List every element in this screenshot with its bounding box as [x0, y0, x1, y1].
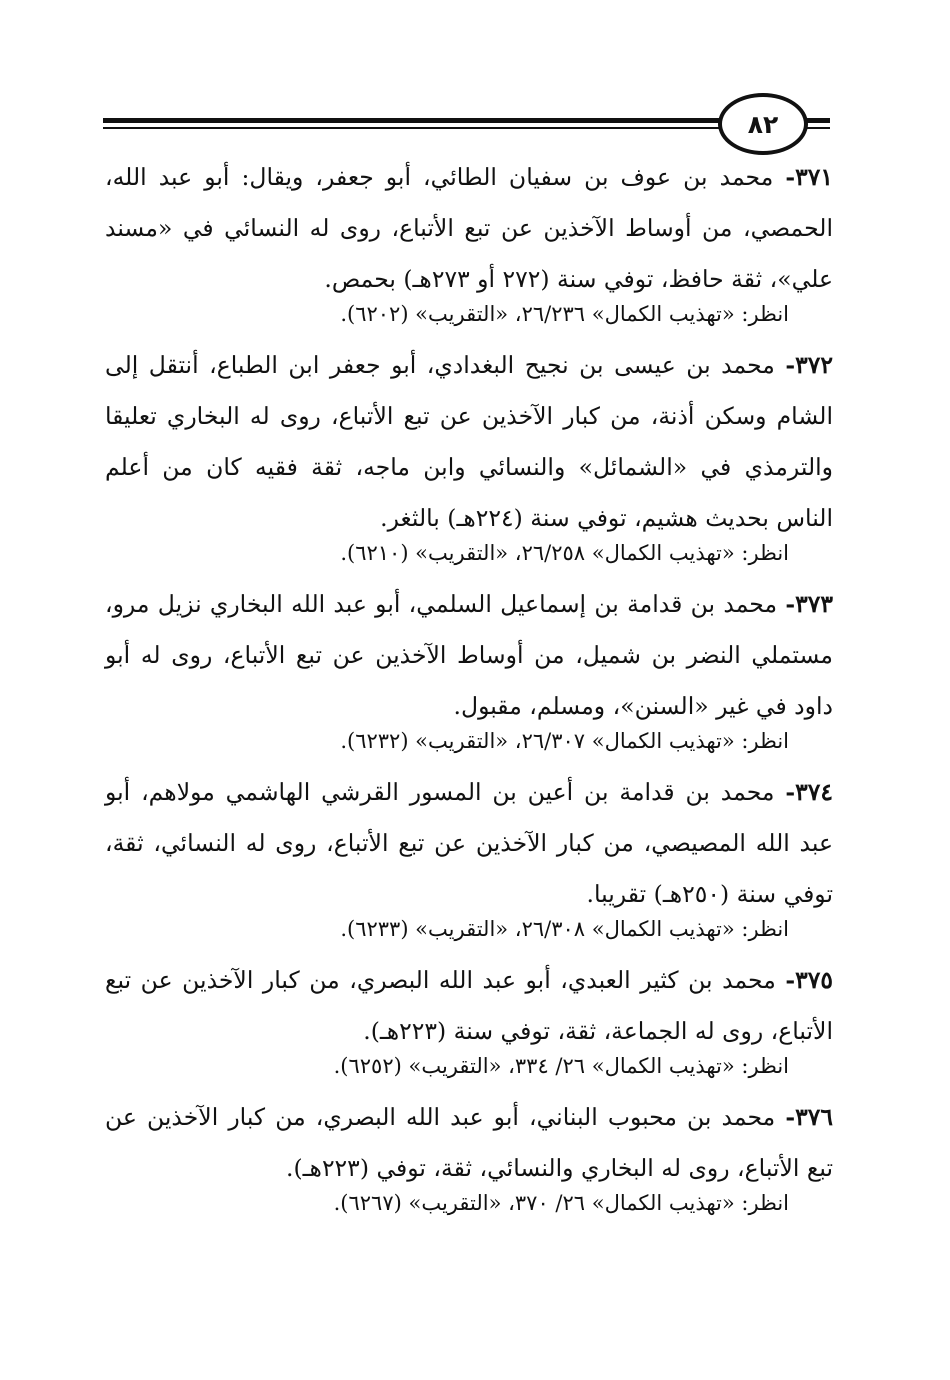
entry-number: ٣٧٢- — [785, 351, 833, 379]
entry-source: انظر: «تهذيب الكمال» ٢٦/٣٠٨، «التقريب» (٦٢٣٣). — [340, 917, 789, 941]
entry-body: محمد بن عوف بن سفيان الطائي، أبو جعفر، ويقال: أبو عبد الله، الحمصي، من أوساط الآخذين عن تبع الأتباع، روى له النسائي في «مسند علي»، ثقة حافظ، توفي سنة (٢٧٢ أو ٢٧٣هـ) بحمص. — [105, 163, 833, 293]
entry-number: ٣٧٦- — [785, 1103, 833, 1131]
entry-text — [105, 152, 833, 305]
entry-source: انظر: «تهذيب الكمال» ٢٦/ ٣٧٠، «التقريب» (٦٢٦٧). — [333, 1191, 789, 1215]
page-body — [105, 152, 833, 1223]
entry-text — [105, 340, 833, 544]
entry-body: محمد بن قدامة بن إسماعيل السلمي، أبو عبد الله البخاري نزيل مرو، مستملي النضر بن شميل، من أوساط الآخذين عن تبع الأتباع، روى له أبو داود في غير «السنن»، ومسلم، مقبول. — [105, 590, 833, 720]
entry-text — [105, 579, 833, 732]
entry-body: محمد بن عيسى بن نجيح البغدادي، أبو جعفر ابن الطباع، أنتقل إلى الشام وسكن أذنة، من كبار الآخذين عن تبع الأتباع، روى له البخاري تعليقا والترمذي في «الشمائل» والنسائي وابن ماجه، ثقة فقيه كان من أعلم الناس بحديث هشيم، توفي سنة (٢٢٤هـ) بالثغر. — [105, 351, 833, 532]
page-number: ٨٢ — [718, 93, 808, 155]
entry-number: ٣٧٤- — [785, 778, 833, 806]
biography-entry — [105, 1092, 833, 1223]
biography-entry — [105, 955, 833, 1086]
entry-source: انظر: «تهذيب الكمال» ٢٦/٣٠٧، «التقريب» (٦٢٣٢). — [340, 729, 789, 753]
biography-entry — [105, 767, 833, 949]
entry-number: ٣٧٥- — [785, 966, 833, 994]
entry-body: محمد بن كثير العبدي، أبو عبد الله البصري، من كبار الآخذين عن تبع الأتباع، روى له الجماعة، ثقة، توفي سنة (٢٢٣هـ). — [105, 966, 833, 1045]
entry-source: انظر: «تهذيب الكمال» ٢٦/ ٣٣٤، «التقريب» (٦٢٥٢). — [333, 1054, 789, 1078]
entry-body: محمد بن قدامة بن أعين بن المسور القرشي الهاشمي مولاهم، أبو عبد الله المصيصي، من كبار الآخذين عن تبع الأتباع، روى له النسائي، ثقة، توفي سنة (٢٥٠هـ) تقريبا. — [105, 778, 833, 908]
biography-entry — [105, 152, 833, 334]
entry-number: ٣٧٣- — [785, 590, 833, 618]
entry-number: ٣٧١- — [785, 163, 833, 191]
entry-source: انظر: «تهذيب الكمال» ٢٦/٢٣٦، «التقريب» (٦٢٠٢). — [340, 302, 789, 326]
entry-source: انظر: «تهذيب الكمال» ٢٦/٢٥٨، «التقريب» (٦٢١٠). — [340, 541, 789, 565]
biography-entry — [105, 340, 833, 573]
entry-body: محمد بن محبوب البناني، أبو عبد الله البصري، من كبار الآخذين عن تبع الأتباع، روى له البخاري والنسائي، ثقة، توفي (٢٢٣هـ). — [105, 1103, 833, 1182]
entry-text — [105, 767, 833, 920]
entry-text — [105, 955, 833, 1057]
biography-entry — [105, 579, 833, 761]
entry-text — [105, 1092, 833, 1194]
